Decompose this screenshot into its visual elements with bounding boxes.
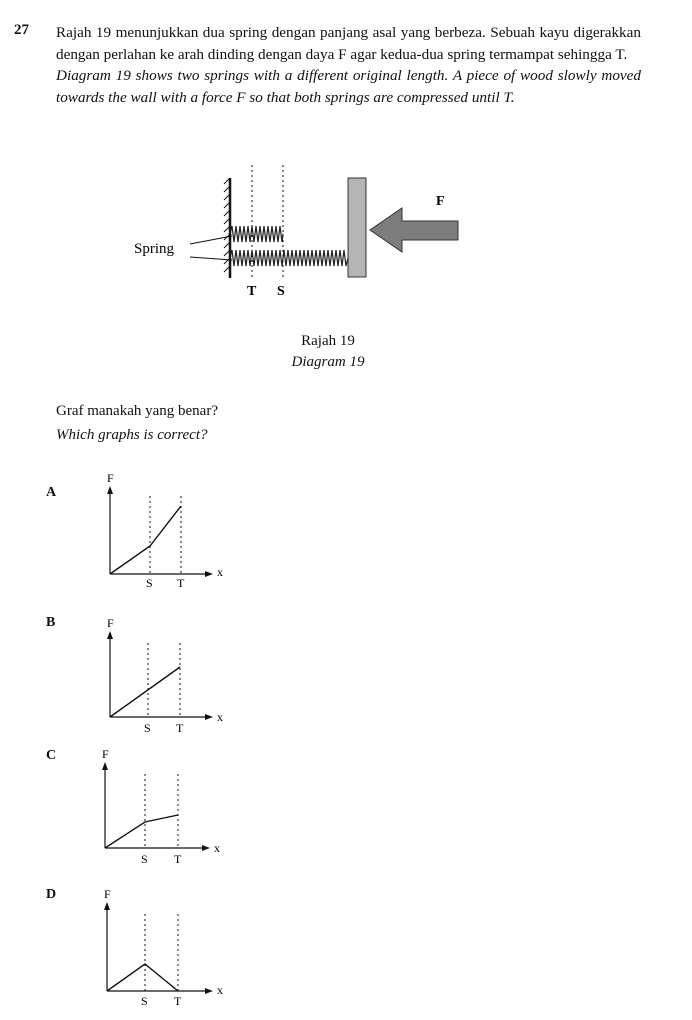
x-axis-arrow-icon [205, 714, 213, 720]
wooden-block [348, 178, 366, 277]
spring-diagram [120, 160, 480, 310]
x-axis-label: x [217, 565, 223, 579]
tick-t: T [177, 576, 185, 590]
y-axis-label: F [104, 887, 111, 901]
prompt-english: Which graphs is correct? [56, 427, 208, 443]
question-text-english: Diagram 19 shows two springs with a different original length. A piece of wood slowly moved towards the wall with a force F so that both springs are compressed until T. [56, 67, 641, 106]
question-text [56, 22, 641, 108]
option-c-graph[interactable] [92, 744, 232, 869]
spring-pointer-upper [190, 236, 232, 244]
label-s: S [277, 284, 285, 299]
x-axis-label: x [217, 983, 223, 997]
tick-t: T [174, 994, 182, 1008]
graph-line [105, 815, 178, 848]
y-axis-arrow-icon [102, 762, 108, 770]
tick-t: T [174, 852, 182, 866]
tick-s: S [141, 852, 148, 866]
y-axis-arrow-icon [104, 902, 110, 910]
question-text-malay: Rajah 19 menunjukkan dua spring dengan panjang asal yang berbeza. Sebuah kayu digerakkan dengan perlahan ke arah dinding dengan daya F agar kedua-dua spring termampat sehingga T. [56, 24, 641, 63]
x-axis-label: x [217, 710, 223, 724]
y-axis-label: F [107, 471, 114, 485]
option-a-label[interactable]: A [46, 485, 57, 500]
y-axis-arrow-icon [107, 486, 113, 494]
spring-pointer-lower [190, 257, 232, 260]
force-arrow-icon [370, 208, 458, 252]
tick-s: S [141, 994, 148, 1008]
y-axis-arrow-icon [107, 631, 113, 639]
lower-spring [230, 250, 348, 266]
spring-label: Spring [134, 241, 175, 257]
graph-line [110, 667, 180, 717]
graph-line [107, 964, 178, 991]
upper-spring [230, 226, 283, 242]
option-b-graph[interactable] [95, 613, 235, 738]
y-axis-label: F [107, 616, 114, 630]
label-t: T [247, 284, 257, 299]
tick-s: S [144, 721, 151, 735]
question-number: 27 [14, 22, 29, 38]
diagram-caption-malay: Rajah 19 [301, 333, 355, 349]
option-a-graph[interactable] [95, 468, 235, 593]
x-axis-arrow-icon [205, 988, 213, 994]
option-d-graph[interactable] [95, 884, 235, 1014]
x-axis-arrow-icon [205, 571, 213, 577]
option-d-label[interactable]: D [46, 887, 57, 902]
graph-line [110, 506, 181, 574]
prompt-malay: Graf manakah yang benar? [56, 403, 218, 419]
diagram-caption-english: Diagram 19 [291, 354, 365, 370]
tick-t: T [176, 721, 184, 735]
option-c-label[interactable]: C [46, 748, 57, 763]
tick-s: S [146, 576, 153, 590]
option-b-label[interactable]: B [46, 615, 56, 630]
y-axis-label: F [102, 747, 109, 761]
x-axis-arrow-icon [202, 845, 210, 851]
force-label: F [436, 194, 445, 209]
x-axis-label: x [214, 841, 220, 855]
